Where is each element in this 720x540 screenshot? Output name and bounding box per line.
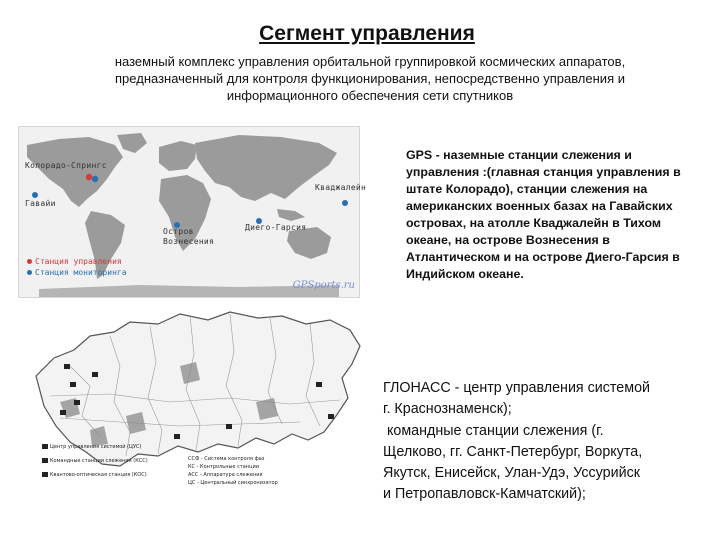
station-colorado-control (86, 174, 92, 180)
label-colorado: Колорадо-Спрингс (25, 161, 107, 170)
label-hawaii: Гавайи (25, 199, 56, 208)
station-hawaii (32, 192, 38, 198)
station-colorado-monitor (92, 176, 98, 182)
landmass-europe (159, 141, 197, 171)
legend-monitor: Станция мониторинга (27, 268, 127, 277)
glonass-line: командные станции слежения (г. (383, 422, 604, 439)
glonass-line: г. Краснознаменск); (383, 401, 512, 418)
gps-description: GPS - наземные станции слежения и управления :(главная станция управления в штате Колорадо), станции слежения на американских военных базах на Гавайских островах, на атолле Кваджалейн в Тихом океане, на острове Вознесения в Атлантическом и на острове Диего-Гарсия в Индийском океане. (406, 148, 681, 281)
page-subtitle: наземный комплекс управления орбитальной группировкой космических аппаратов, предназначенный для контроля функционирования, непосредственно управления и информационного обеспечения сети спутников (114, 54, 626, 103)
russia-legend-c1: ССФ - Система контроля фаз (188, 456, 265, 462)
label-diego-garcia: Диего-Гарсия (245, 223, 307, 232)
legend-monitor-dot (27, 270, 32, 275)
russia-legend-c2: КС - Контрольные станции (188, 464, 259, 470)
glonass-line: ГЛОНАСС - центр управления системой (383, 380, 651, 396)
legend-control-dot (27, 259, 32, 264)
label-ascension: Остров Вознесения (163, 227, 215, 246)
map-watermark: GPSports.ru (292, 280, 355, 291)
glonass-russia-map (30, 306, 366, 502)
station-kwajalein (342, 200, 348, 206)
landmass-indonesia (277, 209, 305, 221)
landmass-north-america (27, 137, 123, 207)
russia-legend-c4: ЦС - Центральный синхронизатор (188, 480, 278, 486)
russia-legend-c3: АСС - Аппаратура слежения (188, 472, 263, 478)
landmass-greenland (117, 133, 147, 153)
gps-world-map (18, 126, 367, 298)
page-title: Сегмент управления (259, 22, 475, 45)
glonass-line: Якутск, Енисейск, Улан-Удэ, Уссурийск (383, 465, 640, 482)
label-kwajalein: Кваджалейн (315, 183, 367, 192)
russia-legend-3: Квантово-оптическая станция (КОС) (50, 472, 147, 478)
legend-control: Станция управления (27, 257, 122, 266)
glonass-line: Щелково, гг. Санкт-Петербург, Воркута, (383, 443, 643, 460)
glonass-line: и Петропавловск-Камчатский); (383, 486, 586, 503)
russia-legend-2: Командные станции слежения (КСС) (50, 458, 148, 464)
russia-legend-1: Центр управления системой (ЦУС) (50, 444, 142, 450)
glonass-description (383, 378, 703, 506)
